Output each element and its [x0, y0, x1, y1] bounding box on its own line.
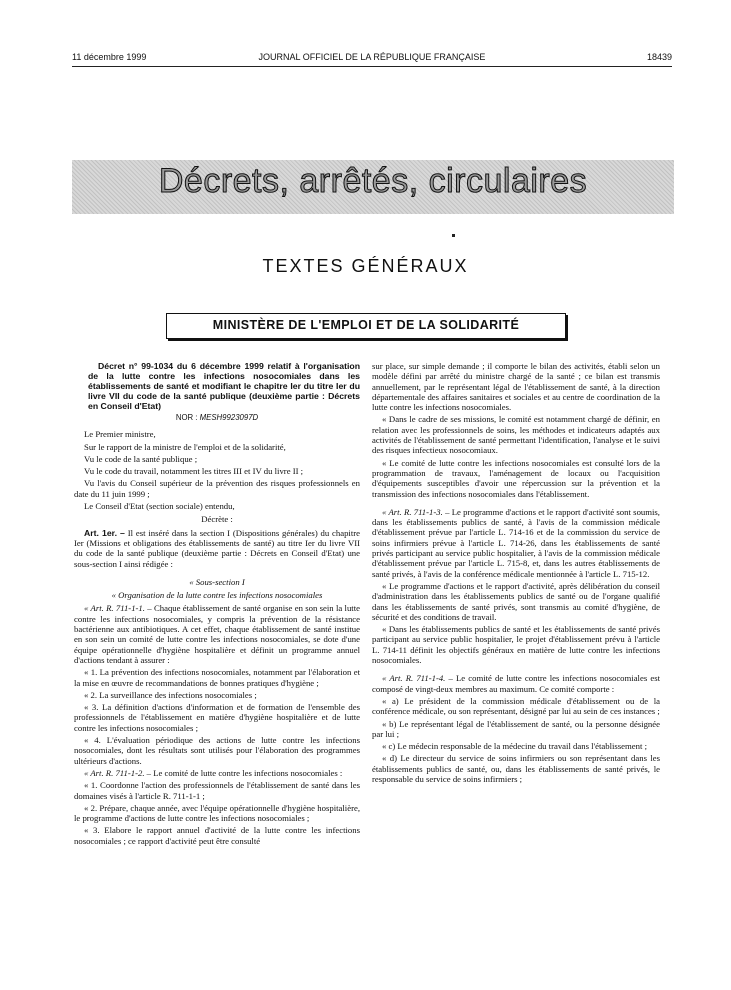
- nor-label: NOR :: [175, 413, 198, 422]
- subsection-heading: « Sous-section I: [189, 576, 245, 587]
- article-r711-1-2: [74, 768, 360, 778]
- list-item: « 2. Prépare, chaque année, avec l'équipe opérationnelle d'hygiène hospitalière, le programme d'actions de lutte contre les infections nosocomiales ;: [74, 802, 360, 824]
- list-item: « c) Le médecin responsable de la médecine du travail dans l'établissement ;: [382, 741, 647, 752]
- section-banner: [72, 160, 674, 214]
- nor-code: MESH9923097D: [199, 413, 259, 422]
- article-1-label: Art. 1er. –: [84, 527, 125, 538]
- header-date: 11 décembre 1999: [72, 52, 147, 62]
- decree-title: Décret n° 99-1034 du 6 décembre 1999 relatif à l'organisation de la lutte contre les infections nosocomiales dans les établissements de santé et modifiant le chapitre Ier du titre Ier du livre VII du code de la santé publique (deuxième partie : Décrets en Conseil d'Etat): [88, 361, 360, 411]
- article-r711-1-3-ref: « Art. R. 711-1-3.: [382, 506, 443, 517]
- article-r711-1-3: [372, 507, 660, 579]
- separator-dot: [452, 234, 455, 237]
- header-journal-title: JOURNAL OFFICIEL DE LA RÉPUBLIQUE FRANÇAISE: [258, 52, 486, 62]
- article-r711-1-1-text: – Chaque établissement de santé organise en son sein la lutte contre les infections nosocomiales, y compris la prévention de la résistance bactérienne aux antibiotiques. A cet effet, chaque établissement de santé institue en son sein un comité de lutte contre les infections nosocomiales, se dote d'une équipe opérationnelle d'hygiène hospitalière et définit un programme annuel d'actions tendant à assurer :: [74, 603, 360, 665]
- header-page-number: 18439: [646, 52, 672, 62]
- nor-reference: [74, 413, 360, 423]
- list-item: « b) Le représentant légal de l'établissement de santé, ou la personne désignée par lui ;: [372, 718, 660, 739]
- article-1: [74, 528, 360, 569]
- paragraph: « Le comité de lutte contre les infections nosocomiales est consulté lors de la programmation de travaux, l'aménagement de locaux ou l'acquisition d'équipements susceptibles d'avoir une répercussion sur la prévention et la transmission des infections nosocomiales dans l'établissement.: [372, 457, 660, 499]
- list-item: « 3. La définition d'actions d'information et de formation de l'ensemble des professionnels de l'établissement en matière d'hygiène hospitalière et de lutte contre les infections nosocomiales ;: [74, 702, 360, 733]
- list-item: « 2. La surveillance des infections nosocomiales ;: [84, 689, 257, 700]
- article-r711-1-3-text: – Le programme d'actions et le rapport d'activité sont soumis, dans les établissements publics de santé, à l'avis de la commission médicale d'établissement prévue par l'article L. 714-16 et de la commission du service de soins infirmiers prévue à l'article L. 714-26, dans les établissements de santé privés participant au service public hospitalier, à l'avis de la commission médicale d'établissement prévue par l'article L. 715-8, et, dans les autres établissements de santé privés, à l'avis de la conférence médicale mentionnée à l'article L. 715-12.: [372, 506, 660, 579]
- list-item: « 1. Coordonne l'action des professionnels de l'établissement de santé dans les domaines visés à l'article R. 711-1-1 ;: [74, 780, 360, 801]
- article-r711-1-2-text: – Le comité de lutte contre les infections nosocomiales :: [144, 767, 343, 778]
- right-column: [372, 361, 660, 956]
- paragraph: « Dans le cadre de ses missions, le comité est notamment chargé de définir, en relation avec les professionnels de soins, les méthodes et indicateurs adaptés aux activités de l'établissement de santé permettant l'identification, l'analyse et le suivi des risques infectieux nosocomiaux.: [372, 414, 660, 456]
- intro-line: Vu le code de la santé publique ;: [84, 453, 198, 464]
- article-r711-1-1: [74, 603, 360, 665]
- continuation-paragraph: sur place, sur simple demande ; il comporte le bilan des activités, établi selon un modèle défini par arrêté du ministre chargé de la santé ; ce bilan est transmis annuellement, par le représentant légal de l'établissement de santé, à la direction départementale des affaires sanitaires et sociales et au centre de coordination de la lutte contre les infections nosocomiales.: [372, 361, 660, 413]
- article-r711-1-2-ref: « Art. R. 711-1-2.: [84, 767, 145, 778]
- article-r711-1-1-ref: « Art. R. 711-1-1.: [84, 603, 145, 614]
- header-rule: [72, 66, 672, 67]
- intro-line: Vu l'avis du Conseil supérieur de la prévention des risques professionnels en date du 11 juin 1999 ;: [74, 478, 360, 499]
- list-item: « 3. Elabore le rapport annuel d'activité de la lutte contre les infections nosocomiales ; ce rapport d'activité peut être consulté: [74, 825, 360, 846]
- article-1-text: Il est inséré dans la section I (Dispositions générales) du chapitre Ier (Missions et obligations des établissements de santé) au titre Ier du livre VII du code de la santé publique (deuxième partie : Décrets en Conseil d'Etat) une sous-section I ainsi rédigée :: [74, 527, 360, 569]
- list-item: « d) Le directeur du service de soins infirmiers ou son représentant dans les établissements publics de santé, ou, dans les établissements de santé privés, le responsable du service de soins infirmiers ;: [372, 753, 660, 784]
- paragraph: « Dans les établissements publics de santé et les établissements de santé privés participant au service public hospitalier, le projet d'établissement prévu à l'article L. 714-11 définit les objectifs généraux en matière de lutte contre les infections nosocomiales.: [372, 624, 660, 666]
- article-r711-1-4: [372, 673, 660, 694]
- article-r711-1-4-text: – Le comité de lutte contre les infections nosocomiales est composé de vingt-deux membres au maximum. Ce comité comporte :: [372, 673, 660, 694]
- section-title: TEXTES GÉNÉRAUX: [262, 256, 469, 276]
- intro-line: Vu le code du travail, notamment les titres III et IV du livre II ;: [84, 466, 304, 477]
- running-header: [72, 52, 672, 66]
- intro-line: Sur le rapport de la ministre de l'emploi et de la solidarité,: [84, 441, 286, 452]
- left-column: [74, 361, 360, 956]
- list-item: « 4. L'évaluation périodique des actions de lutte contre les infections nosocomiales, dont les résultats sont utilisés pour l'élaboration des programmes ultérieurs d'actions.: [74, 735, 360, 766]
- article-r711-1-4-ref: « Art. R. 711-1-4.: [382, 673, 446, 684]
- list-item: « a) Le président de la commission médicale d'établissement ou de la conférence médicale, ou son représentant, désigné par lui au sein de ces instances ;: [372, 695, 660, 717]
- paragraph: « Le programme d'actions et le rapport d'activité, après délibération du conseil d'administration dans les établissements publics de santé ou de l'organe qualifié dans les établissements de santé privés, sont transmis au comité d'hygiène, de sécurité et des conditions de travail.: [372, 580, 660, 622]
- intro-line: Le Conseil d'Etat (section sociale) entendu,: [84, 501, 235, 512]
- organisation-heading: « Organisation de la lutte contre les infections nosocomiales: [111, 590, 323, 601]
- ministry-heading: MINISTÈRE DE L'EMPLOI ET DE LA SOLIDARITÉ: [166, 313, 566, 339]
- list-item: « 1. La prévention des infections nosocomiales, notamment par l'élaboration et la mise en œuvre de recommandations de bonnes pratiques d'hygiène ;: [74, 667, 360, 688]
- banner-title: Décrets, arrêtés, circulaires: [158, 162, 588, 200]
- decrete-line: Décrète :: [201, 514, 233, 525]
- intro-line: Le Premier ministre,: [84, 429, 156, 440]
